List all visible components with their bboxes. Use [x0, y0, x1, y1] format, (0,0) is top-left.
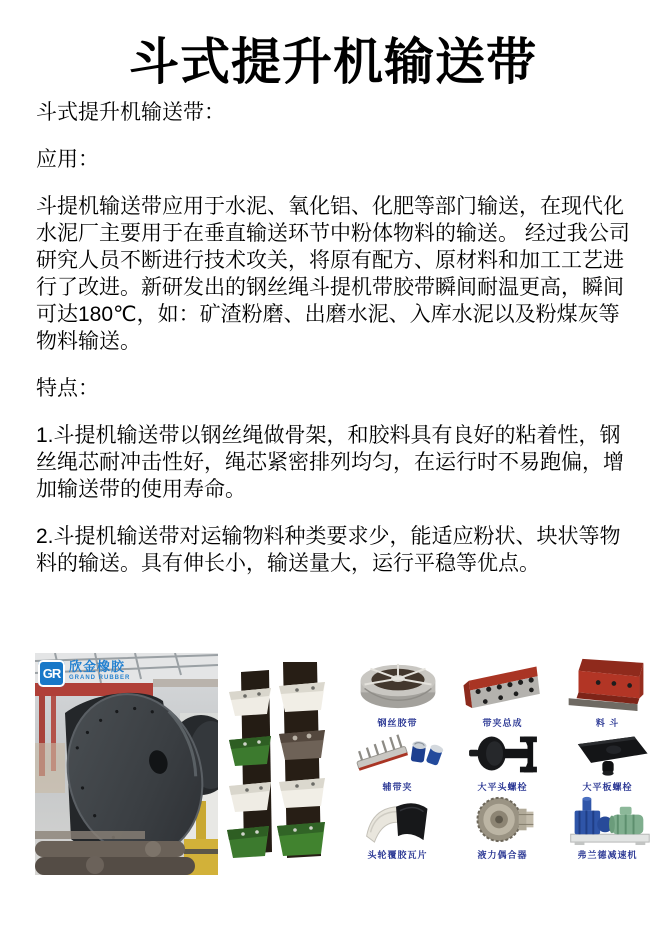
elevator-buckets-photo	[227, 660, 333, 862]
product-label: 钢丝胶带	[377, 718, 418, 728]
product-label: 料 斗	[595, 718, 620, 728]
flat-plate-bolt-icon	[560, 729, 656, 778]
product-cell	[345, 655, 450, 729]
product-label: 液力偶合器	[477, 850, 528, 860]
grand-rubber-logo-icon: GR	[38, 660, 65, 687]
paragraph-application-heading: 应用：	[36, 148, 99, 171]
product-cell	[450, 655, 555, 729]
page-title: 斗式提升机输送带	[129, 34, 537, 90]
product-grid	[345, 655, 660, 861]
product-cell	[345, 793, 450, 861]
logo-name-cn: 欣金橡胶	[69, 659, 126, 674]
product-label: 弗兰德减速机	[577, 850, 638, 860]
paragraph-feature-2: 2.斗提机输送带对运输物料种类要求少，能适应粉状、块状等物料的输送。具有伸长小，输送量大，运行平稳等优点。	[36, 525, 621, 575]
product-label: 大平板螺栓	[582, 782, 633, 792]
product-label: 大平头螺栓	[477, 782, 528, 792]
media-section	[0, 653, 666, 878]
auxiliary-belt-clamp-icon	[350, 729, 446, 778]
logo-name-en: GRAND RUBBER	[69, 675, 131, 681]
paragraph-feature-1: 1.斗提机输送带以钢丝绳做骨架，和胶料具有良好的粘着性，钢丝绳芯耐冲击性好，绳芯紧密排列均匀，在运行时不易跑偏，增加输送带的使用寿命。	[36, 424, 624, 501]
product-label: 头轮覆胶瓦片	[367, 850, 428, 860]
flender-reducer-icon	[560, 793, 656, 846]
product-label: 带夹总成	[482, 718, 523, 728]
paragraph-application-text: 斗提机输送带应用于水泥、氧化铝、化肥等部门输送，在现代化水泥厂主要用于在垂直输送环节中粉体物料的输送。 经过我公司研究人员不断进行技术攻关，将原有配方、原材料和加工工艺进行了改进。新研发出的钢丝绳斗提机带胶带瞬间耐温更高，瞬间可达180℃，如：矿渣粉磨、出磨水泥、入库水泥以及粉煤灰等物料输送。	[36, 195, 630, 353]
hopper-bucket-icon	[560, 655, 656, 714]
pulley-lagging-tile-icon	[350, 793, 446, 846]
product-cell	[450, 729, 555, 793]
paragraph-features-heading: 特点：	[36, 377, 99, 400]
product-cell	[555, 793, 660, 861]
factory-belt-roll-photo	[35, 653, 218, 875]
belt-clamp-assembly-icon	[455, 655, 551, 714]
buckets-photo-art	[227, 660, 333, 862]
product-cell	[345, 729, 450, 793]
product-label: 辅带夹	[382, 782, 413, 792]
product-cell	[555, 729, 660, 793]
product-cell	[555, 655, 660, 729]
logo	[38, 660, 130, 687]
paragraph-subtitle: 斗式提升机输送带：	[36, 101, 225, 124]
article-body	[36, 99, 632, 597]
steel-cord-belt-roll-icon	[350, 655, 446, 714]
logo-text	[69, 660, 130, 681]
product-cell	[450, 793, 555, 861]
flat-head-bolt-icon	[455, 729, 551, 778]
fluid-coupling-icon	[455, 793, 551, 846]
